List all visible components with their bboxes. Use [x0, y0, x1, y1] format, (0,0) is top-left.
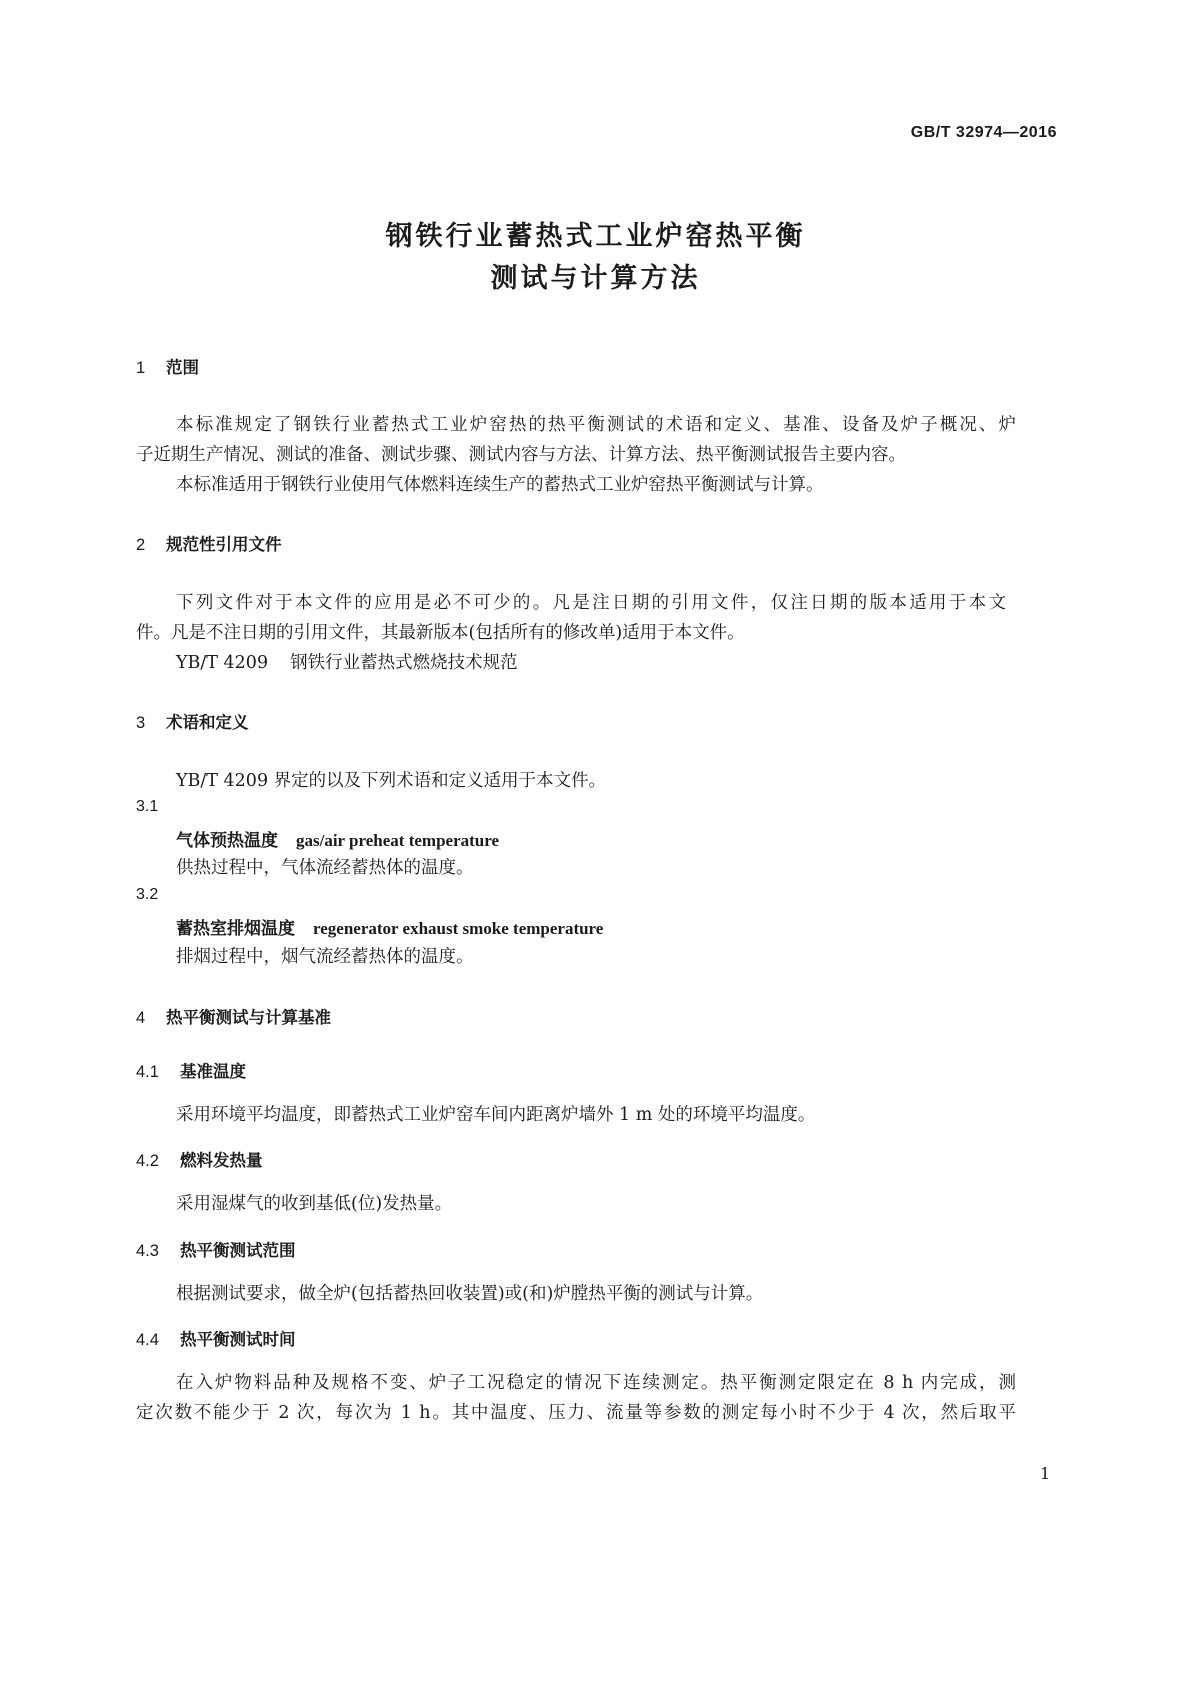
section-title: 规范性引用文件	[166, 535, 282, 554]
section-number: 2	[136, 536, 146, 554]
term-definition: 供热过程中，气体流经蓄热体的温度。	[176, 858, 474, 878]
section-title: 范围	[166, 358, 199, 377]
subsection-4-2-heading	[136, 1147, 263, 1171]
term-entry	[176, 914, 603, 939]
paragraph: 本标准适用于钢铁行业使用气体燃料连续生产的蓄热式工业炉窑热平衡测试与计算。	[176, 475, 824, 495]
section-3-heading	[136, 709, 249, 733]
reference-code: YB/T 4209	[176, 653, 269, 673]
subsection-4-1-heading	[136, 1058, 246, 1082]
section-2-heading	[136, 531, 282, 555]
paragraph-line: 子近期生产情况、测试的准备、测试步骤、测试内容与方法、计算方法、热平衡测试报告主要内容。	[136, 445, 906, 465]
paragraph-line: 定次数不能少于 2 次，每次为 1 h。其中温度、压力、流量等参数的测定每小时不少于 4 次，然后取平	[136, 1403, 1016, 1423]
term-entry	[176, 826, 499, 851]
section-4-heading	[136, 1004, 331, 1028]
section-number: 3	[136, 714, 146, 732]
term-number: 3.1	[136, 798, 159, 815]
reference-title: 钢铁行业蓄热式燃烧技术规范	[290, 653, 518, 673]
section-1-heading	[136, 354, 199, 378]
subsection-title: 热平衡测试时间	[180, 1330, 296, 1349]
term-definition: 排烟过程中，烟气流经蓄热体的温度。	[176, 947, 474, 967]
paragraph: 根据测试要求，做全炉(包括蓄热回收装置)或(和)炉膛热平衡的测试与计算。	[176, 1284, 764, 1304]
term-en: gas/air preheat temperature	[296, 831, 500, 850]
subsection-number: 4.3	[136, 1242, 159, 1260]
subsection-title: 热平衡测试范围	[180, 1241, 296, 1260]
term-zh: 蓄热室排烟温度	[176, 919, 295, 939]
subsection-title: 基准温度	[180, 1062, 246, 1081]
normative-reference	[176, 649, 518, 674]
paragraph-line: 本标准规定了钢铁行业蓄热式工业炉窑热的热平衡测试的术语和定义、基准、设备及炉子概况、炉	[176, 415, 1016, 435]
subsection-number: 4.2	[136, 1152, 159, 1170]
term-zh: 气体预热温度	[176, 831, 278, 851]
subsection-4-3-heading	[136, 1237, 296, 1261]
subsection-number: 4.4	[136, 1331, 159, 1349]
paragraph-line: 下列文件对于本文件的应用是必不可少的。凡是注日期的引用文件，仅注日期的版本适用于本文	[176, 593, 1006, 613]
document-title-line2: 测试与计算方法	[490, 263, 701, 294]
page-number: 1	[1040, 1464, 1051, 1483]
paragraph-line: 在入炉物料品种及规格不变、炉子工况稳定的情况下连续测定。热平衡测定限定在 8 h 内完成，测	[176, 1373, 1016, 1393]
paragraph: 采用湿煤气的收到基低(位)发热量。	[176, 1194, 453, 1214]
section-number: 4	[136, 1009, 146, 1027]
subsection-title: 燃料发热量	[180, 1151, 263, 1170]
section-title: 热平衡测试与计算基准	[166, 1008, 331, 1027]
term-en: regenerator exhaust smoke temperature	[313, 919, 604, 938]
paragraph: 采用环境平均温度，即蓄热式工业炉窑车间内距离炉墙外 1 m 处的环境平均温度。	[176, 1105, 816, 1125]
subsection-number: 4.1	[136, 1063, 159, 1081]
section-title: 术语和定义	[166, 713, 249, 732]
section-number: 1	[136, 359, 146, 377]
term-number: 3.2	[136, 886, 159, 903]
paragraph-line: 件。凡是不注日期的引用文件，其最新版本(包括所有的修改单)适用于本文件。	[136, 623, 745, 643]
standard-number: GB/T 32974—2016	[910, 124, 1057, 141]
subsection-4-4-heading	[136, 1326, 296, 1350]
paragraph: YB/T 4209 界定的以及下列术语和定义适用于本文件。	[176, 771, 607, 791]
document-title-line1: 钢铁行业蓄热式工业炉窑热平衡	[385, 221, 806, 252]
